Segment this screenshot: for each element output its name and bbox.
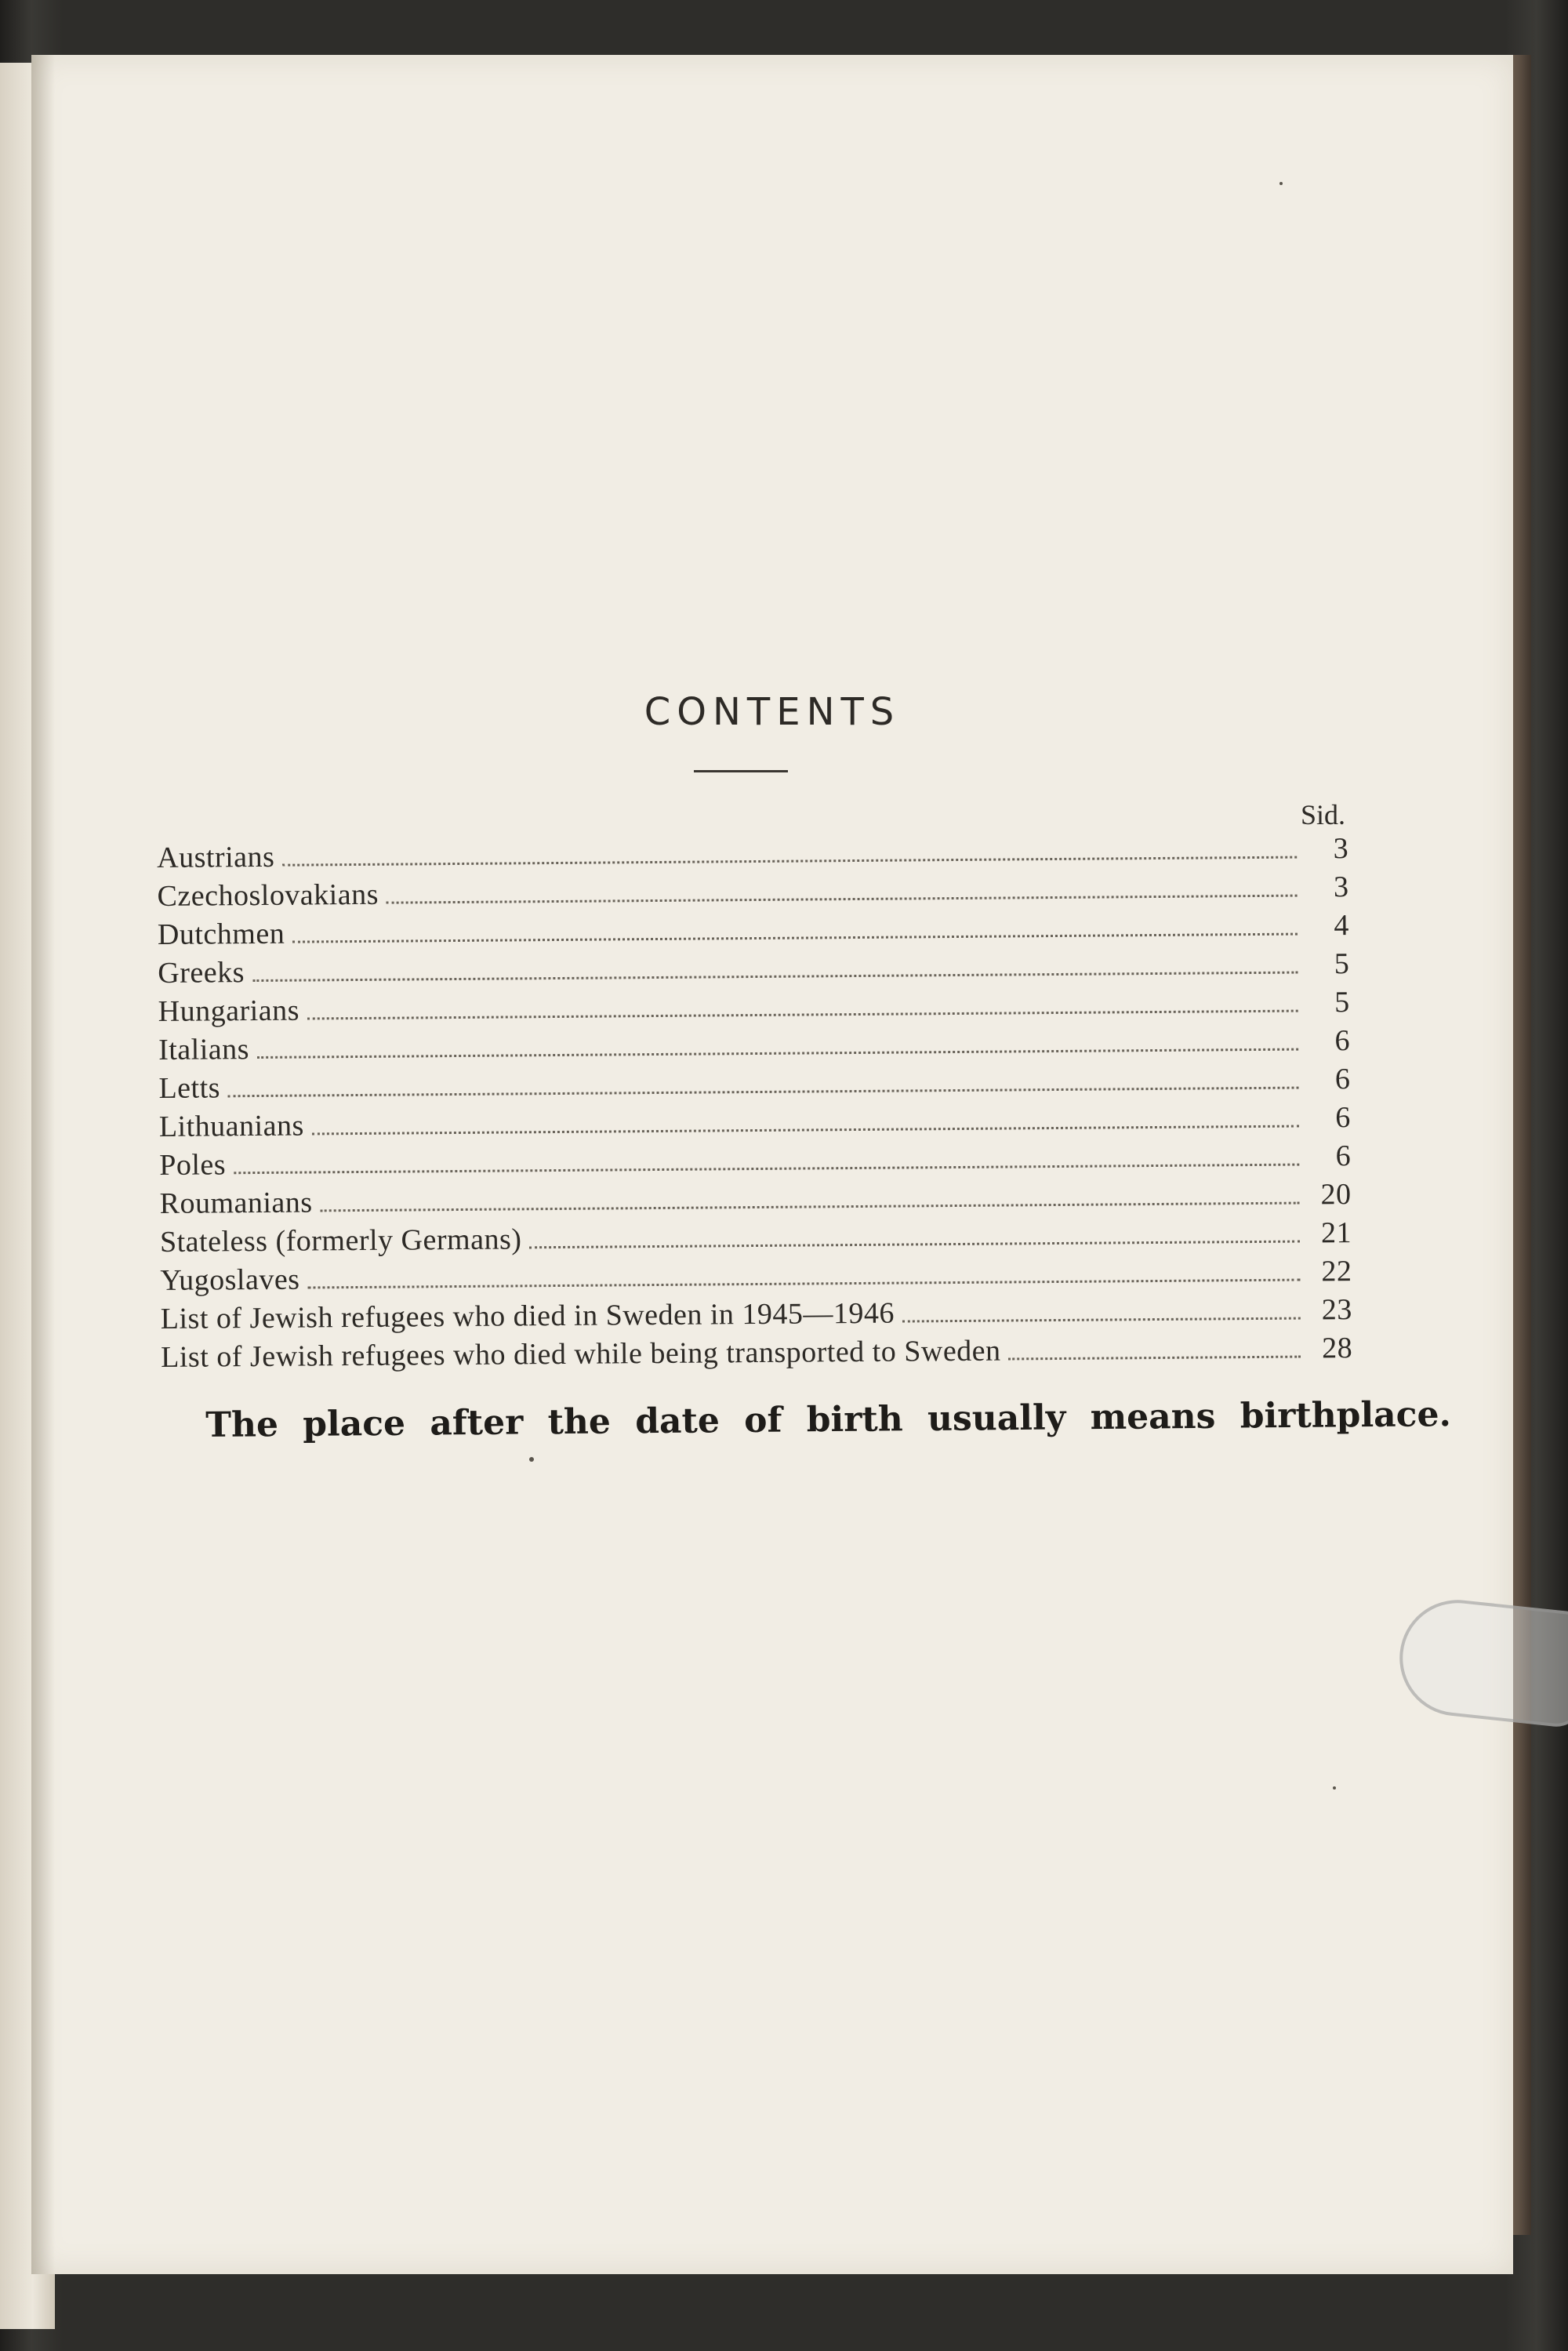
dot-leader: [307, 1010, 1298, 1020]
page-column-label: Sid.: [1300, 799, 1345, 830]
contents-heading: CONTENTS: [644, 690, 901, 734]
dot-leader: [1009, 1356, 1301, 1361]
table-of-contents: [157, 831, 1352, 1379]
toc-entry-label: Yugoslaves: [160, 1263, 300, 1297]
toc-entry-page: 5: [1334, 947, 1350, 981]
toc-entry-label: Czechoslovakians: [157, 878, 379, 913]
toc-entry-page: 6: [1334, 1024, 1351, 1058]
toc-entry-label: List of Jewish refugees who died in Sweden in 1945—1946: [160, 1296, 895, 1335]
dot-leader: [228, 1087, 1298, 1098]
toc-entry-label: Letts: [158, 1071, 221, 1105]
toc-entry-page: 3: [1333, 870, 1349, 904]
toc-entry-label: Lithuanians: [158, 1109, 304, 1143]
dot-leader: [529, 1241, 1300, 1249]
dot-leader: [257, 1048, 1298, 1059]
toc-entry-page: 4: [1334, 909, 1350, 943]
heading-underline: [694, 770, 788, 772]
toc-entry-label: Dutchmen: [157, 917, 285, 951]
toc-entry-label: Roumanians: [159, 1186, 313, 1220]
dot-leader: [312, 1125, 1299, 1136]
toc-entry-page: 22: [1321, 1255, 1352, 1288]
paper-speck: [529, 1457, 534, 1462]
dot-leader: [387, 895, 1298, 904]
toc-entry-page: 21: [1320, 1216, 1352, 1250]
toc-entry-page: 6: [1335, 1101, 1351, 1135]
toc-entry-page: 20: [1320, 1178, 1352, 1212]
toc-entry-label: Stateless (formerly Germans): [159, 1223, 522, 1259]
birthplace-note: The place after the date of birth usually means birthplace.: [205, 1394, 1451, 1445]
dot-leader: [234, 1164, 1299, 1175]
dot-leader: [321, 1202, 1300, 1212]
toc-entry-page: 3: [1333, 832, 1349, 866]
dot-leader: [252, 972, 1298, 982]
dot-leader: [292, 933, 1298, 943]
dot-leader: [308, 1279, 1301, 1289]
toc-entry-label: List of Jewish refugees who died while being transported to Sweden: [161, 1334, 1001, 1374]
toc-entry-label: Greeks: [158, 956, 245, 990]
dot-leader: [902, 1317, 1301, 1323]
paper-speck: [1279, 182, 1283, 185]
toc-entry-page: 5: [1334, 986, 1350, 1019]
toc-entry-page: 6: [1334, 1063, 1351, 1096]
dot-leader: [282, 856, 1297, 867]
toc-entry-label: Hungarians: [158, 994, 300, 1028]
toc-entry-page: 28: [1321, 1332, 1353, 1365]
toc-entry-label: Italians: [158, 1033, 250, 1066]
toc-entry-page: 6: [1335, 1139, 1352, 1173]
toc-entry-page: 23: [1321, 1293, 1352, 1327]
toc-entry-label: Poles: [159, 1148, 227, 1182]
page-gutter-shadow: [31, 55, 55, 2274]
toc-entry-label: Austrians: [157, 840, 275, 874]
paper-speck: [1333, 1786, 1336, 1790]
document-page: [31, 55, 1513, 2274]
